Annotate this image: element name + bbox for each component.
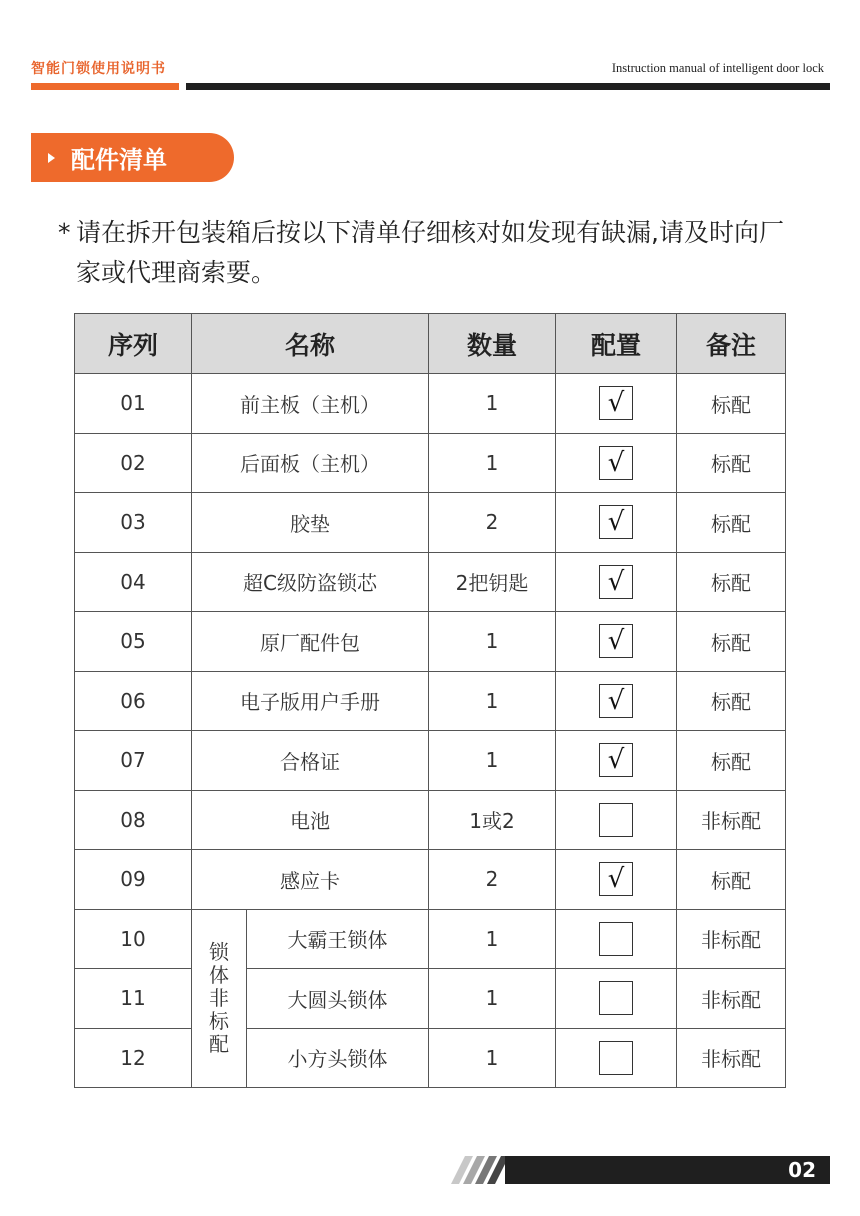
row-note: 标配: [677, 612, 786, 672]
header-title-en: Instruction manual of intelligent door lock: [611, 61, 824, 75]
triangle-bullet-icon: [48, 153, 55, 163]
header-bar-accent: [31, 83, 179, 90]
row-name: 原厂配件包: [192, 612, 429, 672]
row-no: 02: [75, 433, 192, 493]
row-no: 08: [75, 790, 192, 850]
checkbox: [599, 803, 633, 837]
col-header-no: 序列: [75, 314, 192, 374]
row-no: 07: [75, 731, 192, 791]
row-qty: 1: [429, 969, 556, 1029]
row-note: 标配: [677, 433, 786, 493]
col-header-qty: 数量: [429, 314, 556, 374]
config-cell: [556, 790, 677, 850]
row-note: 标配: [677, 671, 786, 731]
notice-star: *: [58, 218, 71, 247]
config-cell: [556, 433, 677, 493]
row-name: 大圆头锁体: [247, 969, 429, 1029]
row-note: 标配: [677, 493, 786, 553]
config-cell: [556, 909, 677, 969]
checkbox: √: [599, 862, 633, 896]
row-note: 非标配: [677, 909, 786, 969]
config-cell: [556, 612, 677, 672]
row-qty: 1: [429, 433, 556, 493]
table-row: [75, 1028, 786, 1088]
notice-text: 请在拆开包装箱后按以下清单仔细核对如发现有缺漏,请及时向厂家或代理商索要。: [76, 218, 784, 287]
row-name: 感应卡: [192, 850, 429, 910]
group-label-cell: [192, 909, 247, 1088]
config-cell: [556, 374, 677, 434]
row-no: 11: [75, 969, 192, 1029]
config-cell: [556, 671, 677, 731]
row-name: 小方头锁体: [247, 1028, 429, 1088]
row-note: 标配: [677, 374, 786, 434]
table-header-row: [75, 314, 786, 374]
row-no: 01: [75, 374, 192, 434]
section-title: [31, 133, 234, 182]
parts-table: [74, 313, 786, 1088]
row-no: 04: [75, 552, 192, 612]
header-bar-dark: [186, 83, 830, 90]
table-row: [75, 731, 786, 791]
row-qty: 1: [429, 374, 556, 434]
config-cell: [556, 731, 677, 791]
row-note: 标配: [677, 850, 786, 910]
checkbox: √: [599, 624, 633, 658]
col-header-name: 名称: [192, 314, 429, 374]
col-header-config: 配置: [556, 314, 677, 374]
row-no: 03: [75, 493, 192, 553]
page-number: 02: [788, 1158, 816, 1182]
table-row: [75, 552, 786, 612]
checkbox: √: [599, 565, 633, 599]
row-no: 09: [75, 850, 192, 910]
section-title-text: 配件清单: [71, 146, 167, 174]
col-header-note: 备注: [677, 314, 786, 374]
footer-bar: [505, 1156, 830, 1184]
checkbox: √: [599, 743, 633, 777]
row-note: 非标配: [677, 969, 786, 1029]
row-name: 合格证: [192, 731, 429, 791]
row-qty: 1或2: [429, 790, 556, 850]
config-cell: [556, 552, 677, 612]
row-note: 非标配: [677, 790, 786, 850]
checkbox: √: [599, 446, 633, 480]
row-name: 电池: [192, 790, 429, 850]
header-title-cn: 智能门锁使用说明书: [31, 61, 166, 77]
row-qty: 1: [429, 909, 556, 969]
config-cell: [556, 850, 677, 910]
row-note: 非标配: [677, 1028, 786, 1088]
row-note: 标配: [677, 552, 786, 612]
table-row: [75, 612, 786, 672]
checkbox: [599, 922, 633, 956]
config-cell: [556, 493, 677, 553]
notice: [58, 213, 808, 293]
checkbox: [599, 981, 633, 1015]
row-qty: 1: [429, 671, 556, 731]
table-row: [75, 671, 786, 731]
row-name: 胶垫: [192, 493, 429, 553]
row-name: 大霸王锁体: [247, 909, 429, 969]
row-qty: 2把钥匙: [429, 552, 556, 612]
row-name: 电子版用户手册: [192, 671, 429, 731]
table-row: [75, 493, 786, 553]
row-name: 后面板（主机）: [192, 433, 429, 493]
row-qty: 2: [429, 493, 556, 553]
row-qty: 1: [429, 731, 556, 791]
checkbox: √: [599, 505, 633, 539]
row-qty: 2: [429, 850, 556, 910]
table-row: [75, 433, 786, 493]
table-row: [75, 969, 786, 1029]
row-name: 前主板（主机）: [192, 374, 429, 434]
checkbox: √: [599, 684, 633, 718]
row-no: 05: [75, 612, 192, 672]
config-cell: [556, 969, 677, 1029]
checkbox: √: [599, 386, 633, 420]
row-note: 标配: [677, 731, 786, 791]
table-row: [75, 850, 786, 910]
table-row: [75, 790, 786, 850]
row-qty: 1: [429, 612, 556, 672]
row-name: 超C级防盗锁芯: [192, 552, 429, 612]
config-cell: [556, 1028, 677, 1088]
table-row: [75, 909, 786, 969]
checkbox: [599, 1041, 633, 1075]
row-no: 12: [75, 1028, 192, 1088]
group-label: 锁体非标配: [209, 939, 229, 1056]
row-qty: 1: [429, 1028, 556, 1088]
row-no: 06: [75, 671, 192, 731]
row-no: 10: [75, 909, 192, 969]
table-row: [75, 374, 786, 434]
